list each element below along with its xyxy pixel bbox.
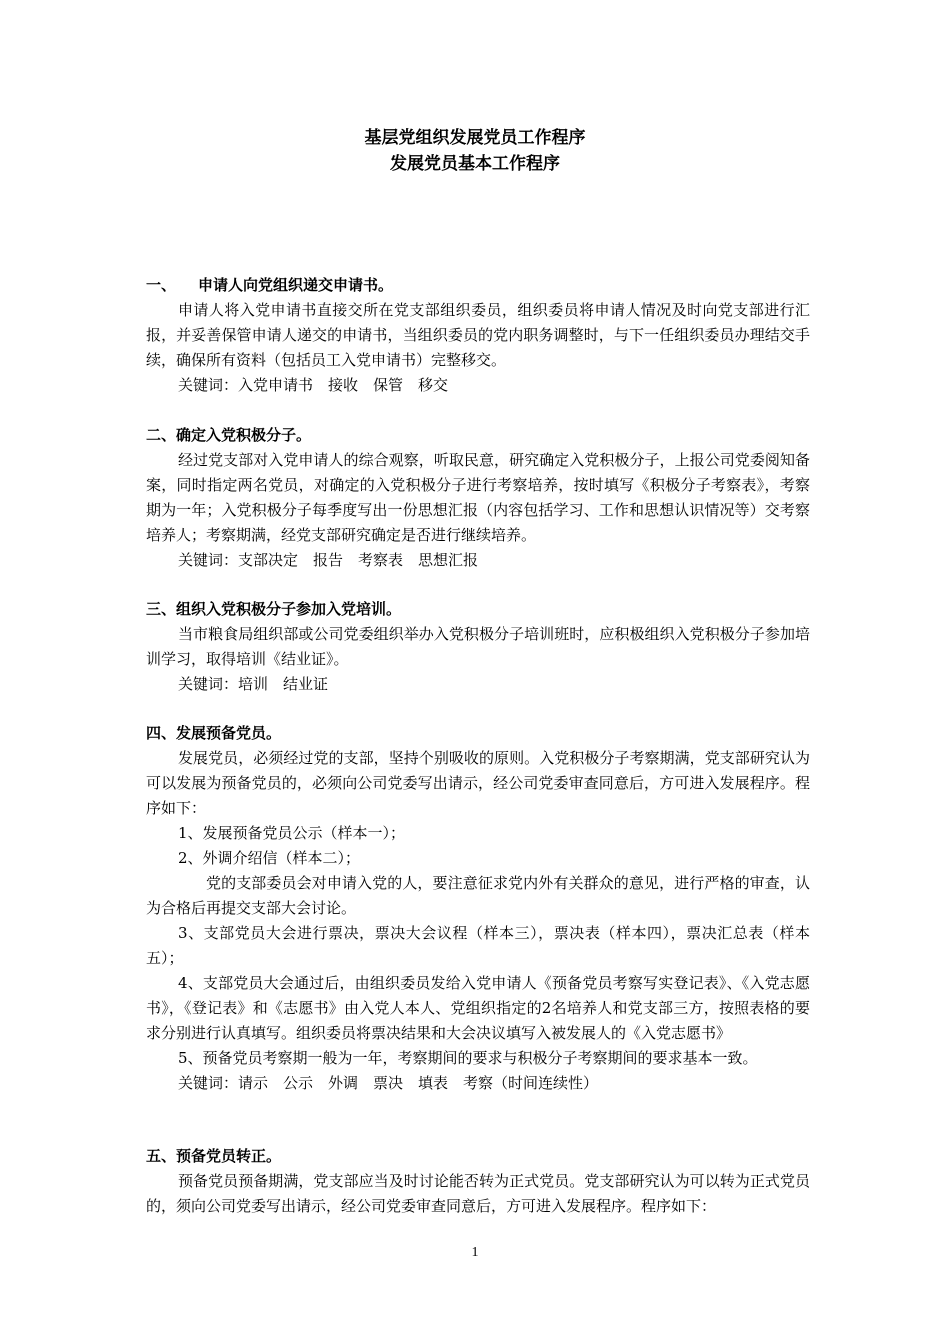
keywords-line: 关键词：入党申请书 接收 保管 移交 bbox=[178, 376, 449, 394]
section-1 bbox=[146, 273, 810, 398]
section-heading-text: 预备党员转正。 bbox=[176, 1147, 282, 1165]
keywords-line: 关键词：支部决定 报告 考察表 思想汇报 bbox=[178, 551, 479, 569]
procedure-step: 2、外调介绍信（样本二）； bbox=[178, 849, 361, 867]
keywords-line: 关键词：请示 公示 外调 票决 填表 考察（时间连续性） bbox=[178, 1074, 599, 1092]
section-5 bbox=[146, 1144, 810, 1219]
section-heading bbox=[146, 721, 810, 746]
section-paragraph: 发展党员，必须经过党的支部，坚持个别吸收的原则。入党积极分子考察期满，党支部研究认为可以发展为预备党员的，必须向公司党委写出请示，经公司党委审查同意后，方可进入发展程序。程序如下： bbox=[146, 749, 810, 817]
section-number: 三、 bbox=[146, 600, 177, 618]
section-heading bbox=[146, 273, 810, 298]
section-heading-text: 确定入党积极分子。 bbox=[176, 426, 312, 444]
section-heading-text: 申请人向党组织递交申请书。 bbox=[198, 276, 394, 294]
section-paragraph: 党的支部委员会对申请入党的人，要注意征求党内外有关群众的意见，进行严格的审查，认为合格后再提交支部大会讨论。 bbox=[146, 874, 810, 917]
section-heading-text: 发展预备党员。 bbox=[176, 724, 282, 742]
procedure-step: 4、支部党员大会通过后，由组织委员发给入党申请人《预备党员考察写实登记表》、《入党志愿书》，《登记表》和《志愿书》由入党人本人、党组织指定的2名培养人和党支部三方，按照表格的要求分别进行认真填写。组织委员将票决结果和大会决议填写入被发展人的《入党志愿书》 bbox=[146, 974, 810, 1042]
section-paragraph: 当市粮食局组织部或公司党委组织举办入党积极分子培训班时，应积极组织入党积极分子参加培训学习，取得培训《结业证》。 bbox=[146, 625, 810, 668]
section-heading bbox=[146, 597, 810, 622]
section-4 bbox=[146, 721, 810, 1096]
procedure-step: 3、支部党员大会进行票决，票决大会议程（样本三），票决表（样本四），票决汇总表（样本五）； bbox=[146, 924, 810, 967]
section-heading bbox=[146, 1144, 810, 1169]
section-number: 四、 bbox=[146, 724, 177, 742]
keywords-line: 关键词：培训 结业证 bbox=[178, 675, 329, 693]
procedure-step: 5、预备党员考察期一般为一年，考察期间的要求与积极分子考察期间的要求基本一致。 bbox=[178, 1049, 758, 1067]
page-number: 1 bbox=[471, 1245, 479, 1260]
section-3 bbox=[146, 597, 810, 697]
section-number: 二、 bbox=[146, 426, 177, 444]
section-paragraph: 申请人将入党申请书直接交所在党支部组织委员，组织委员将申请人情况及时向党支部进行汇报，并妥善保管申请人递交的申请书，当组织委员的党内职务调整时，与下一任组织委员办理结交手续，确保所有资料（包括员工入党申请书）完整移交。 bbox=[146, 301, 810, 369]
section-paragraph: 预备党员预备期满，党支部应当及时讨论能否转为正式党员。党支部研究认为可以转为正式党员的，须向公司党委写出请示，经公司党委审查同意后，方可进入发展程序。程序如下： bbox=[146, 1172, 810, 1215]
section-number: 一、 bbox=[146, 276, 177, 294]
section-2 bbox=[146, 423, 810, 573]
section-heading-text: 组织入党积极分子参加入党培训。 bbox=[176, 600, 402, 618]
section-paragraph: 经过党支部对入党申请人的综合观察，听取民意，研究确定入党积极分子，上报公司党委阅知备案，同时指定两名党员，对确定的入党积极分子进行考察培养，按时填写《积极分子考察表》，考察期为一年；入党积极分子每季度写出一份思想汇报（内容包括学习、工作和思想认识情况等）交考察培养人；考察期满，经党支部研究确定是否进行继续培养。 bbox=[146, 451, 810, 544]
section-number: 五、 bbox=[146, 1147, 177, 1165]
document-subtitle: 发展党员基本工作程序 bbox=[390, 154, 560, 174]
procedure-step: 1、发展预备党员公示（样本一）； bbox=[178, 824, 406, 842]
document-title: 基层党组织发展党员工作程序 bbox=[364, 128, 586, 148]
section-heading bbox=[146, 423, 810, 448]
